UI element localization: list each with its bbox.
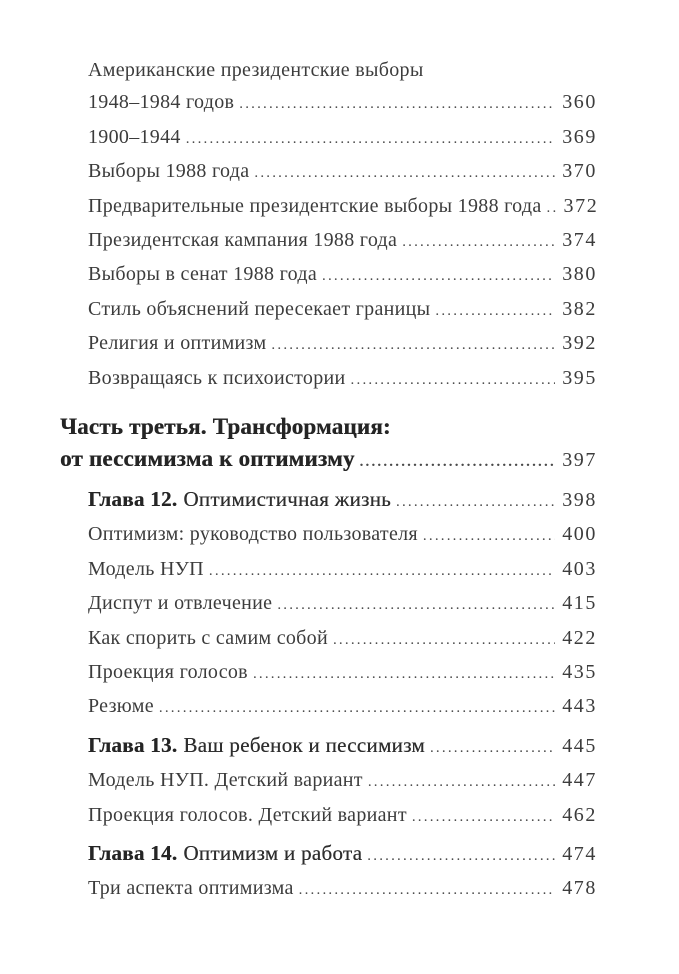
dot-leader [351, 362, 556, 396]
dot-leader [402, 224, 555, 258]
dot-leader [430, 729, 555, 764]
page-number: 400 [562, 523, 597, 546]
toc-entry-title: Резюме [88, 695, 154, 718]
toc-chapters-group [88, 483, 597, 907]
toc-entry-row [88, 293, 597, 327]
part-heading [60, 411, 597, 479]
toc-entry-title: Модель НУП [88, 557, 204, 580]
toc-entry-title: Проекция голосов. Детский вариант [88, 803, 407, 826]
toc-entry-row [88, 86, 597, 120]
toc-entry-title: Президентская кампания 1988 года [88, 229, 398, 252]
page-number: 395 [562, 366, 597, 389]
toc-entry-row [88, 362, 597, 396]
toc-entry [88, 327, 597, 361]
toc-entry-title: Как спорить с самим собой [88, 626, 328, 649]
toc-entry-row [88, 258, 597, 292]
dot-leader [360, 443, 556, 478]
toc-entry [88, 799, 597, 833]
toc-entry-title: Религия и оптимизм [88, 332, 267, 355]
chapter-title-group [88, 837, 362, 869]
toc-entry [88, 553, 597, 587]
dot-leader [412, 799, 555, 833]
toc-entry-title: Возвращаясь к психоистории [88, 366, 346, 389]
page-number: 435 [562, 660, 597, 683]
toc-entry-title: Диспут и отвлечение [88, 592, 273, 615]
page-number: 415 [562, 592, 597, 615]
toc-entry-title: Предварительные президентские выборы 1988 года [88, 194, 542, 217]
chapter-title: Оптимизм и работа [183, 840, 363, 865]
toc-entry-title: 1948–1984 годов [88, 91, 235, 114]
toc-entry [88, 54, 597, 121]
page-number: 370 [562, 160, 597, 183]
toc-entry-title: Проекция голосов [88, 660, 248, 683]
dot-leader [159, 690, 555, 724]
page-number: 403 [562, 557, 597, 580]
page-number: 380 [562, 263, 597, 286]
part-heading-line: от пессимизма к оптимизму [60, 446, 355, 472]
toc-entry [88, 121, 597, 155]
toc-entry-title-line: Американские президентские выборы [88, 59, 424, 81]
chapter-label: Глава 14. [88, 840, 178, 865]
page-number: 422 [562, 626, 597, 649]
toc-entry [88, 622, 597, 656]
toc-entry [88, 764, 597, 798]
toc-entry [88, 224, 597, 258]
chapter-heading [88, 729, 597, 764]
chapter-heading [88, 837, 597, 872]
toc-entry-title: Оптимизм: руководство пользователя [88, 523, 418, 546]
dot-leader [277, 587, 555, 621]
toc-entry-row [88, 224, 597, 258]
toc-entry-row [88, 121, 597, 155]
toc-entries-group [88, 54, 597, 396]
dot-leader [299, 872, 556, 906]
toc-entry-row [88, 155, 597, 189]
dot-leader [333, 622, 555, 656]
page-number: 392 [562, 332, 597, 355]
toc-entry-title: Стиль объяснений пересекает границы [88, 297, 431, 320]
page-number: 474 [562, 842, 597, 865]
dot-leader [253, 656, 555, 690]
page-number: 360 [562, 91, 597, 114]
page-number: 443 [562, 695, 597, 718]
page-number: 447 [562, 769, 597, 792]
toc-entry-title: Выборы в сенат 1988 года [88, 263, 318, 286]
dot-leader [322, 258, 555, 292]
part-heading-row [60, 443, 597, 478]
dot-leader [423, 518, 555, 552]
dot-leader [368, 764, 555, 798]
toc-entry [88, 587, 597, 621]
page-number: 462 [562, 803, 597, 826]
chapter-label: Глава 13. [88, 732, 178, 757]
page-number: 369 [562, 125, 597, 148]
toc-entry-title: Модель НУП. Детский вариант [88, 769, 363, 792]
dot-leader [254, 155, 555, 189]
toc-entry [88, 293, 597, 327]
chapter-title-group [88, 483, 391, 515]
chapter-label: Глава 12. [88, 486, 178, 511]
toc-entry-row [88, 190, 597, 224]
dot-leader [271, 327, 555, 361]
page-number: 445 [562, 734, 597, 757]
table-of-contents [60, 54, 599, 907]
toc-entry [88, 518, 597, 552]
toc-entry [88, 258, 597, 292]
toc-entry-title: Три аспекта оптимизма [88, 877, 294, 900]
toc-entry [88, 872, 597, 906]
chapter-title-group [88, 729, 425, 761]
chapter-title: Ваш ребенок и пессимизм [183, 732, 425, 757]
page-number: 478 [562, 877, 597, 900]
chapter-title: Оптимистичная жизнь [183, 486, 391, 511]
chapter-heading [88, 483, 597, 518]
page-number: 398 [562, 488, 597, 511]
toc-entry-row [88, 327, 597, 361]
toc-entry [88, 155, 597, 189]
dot-leader [209, 553, 555, 587]
dot-leader [396, 483, 555, 518]
toc-entry [88, 656, 597, 690]
dot-leader [367, 837, 555, 872]
toc-entry-title: Выборы 1988 года [88, 160, 250, 183]
dot-leader [186, 121, 555, 155]
dot-leader [239, 86, 555, 120]
toc-entry [88, 190, 597, 224]
page-number: 374 [562, 229, 597, 252]
toc-entry [88, 362, 597, 396]
toc-entry [88, 690, 597, 724]
part-heading-line: Часть третья. Трансформация: [60, 414, 391, 440]
page-number: 382 [562, 297, 597, 320]
page-number: 372 [563, 194, 599, 217]
page-number: 397 [562, 449, 597, 472]
dot-leader [547, 190, 557, 224]
toc-entry-title: 1900–1944 [88, 125, 181, 148]
dot-leader [435, 293, 555, 327]
